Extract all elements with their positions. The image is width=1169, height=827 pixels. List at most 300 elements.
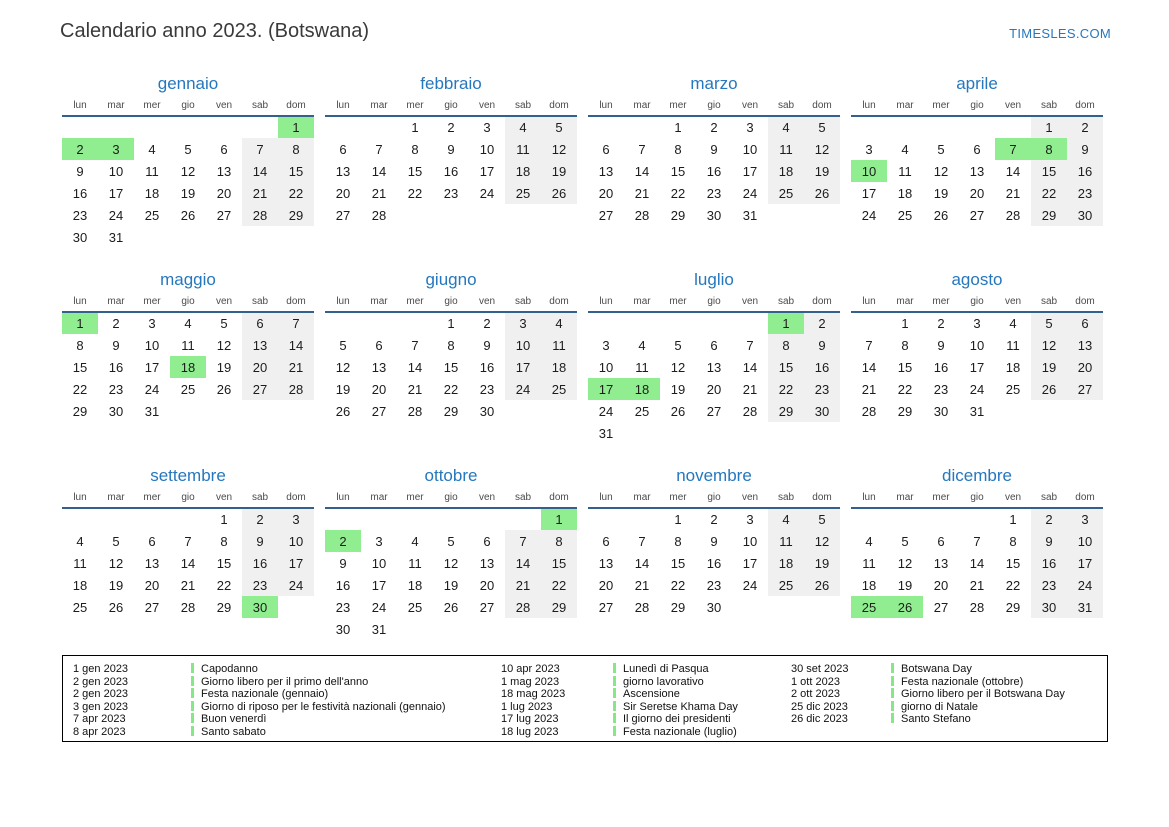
weekday-label: dom bbox=[812, 296, 832, 307]
day-cell bbox=[325, 508, 361, 530]
day-cell: 3 bbox=[148, 316, 156, 331]
day-cell: 9 bbox=[339, 555, 347, 571]
day-cell: 7 bbox=[995, 138, 1031, 160]
weekday-label: gio bbox=[970, 296, 984, 307]
legend-date: 7 apr 2023 bbox=[73, 713, 126, 726]
day-cell: 4 bbox=[411, 533, 419, 549]
weekday-label: dom bbox=[286, 100, 306, 111]
month-table bbox=[325, 100, 577, 226]
day-cell: 3 bbox=[98, 138, 134, 160]
legend-holiday-label: Botswana Day bbox=[901, 663, 972, 676]
day-cell: 14 bbox=[1005, 163, 1021, 179]
day-cell bbox=[995, 400, 1031, 422]
day-cell: 22 bbox=[1005, 577, 1021, 593]
day-cell bbox=[242, 400, 278, 422]
day-cell: 23 bbox=[706, 577, 722, 593]
day-cell: 31 bbox=[598, 425, 614, 441]
day-cell bbox=[541, 204, 577, 226]
legend-holiday-label: Festa nazionale (ottobre) bbox=[901, 675, 1024, 688]
day-cell: 15 bbox=[541, 552, 577, 574]
legend-holiday-label: Giorno di riposo per le festività nazionali (gennaio) bbox=[201, 700, 446, 713]
day-cell: 15 bbox=[72, 359, 88, 375]
legend-holiday-label: Lunedì di Pasqua bbox=[623, 663, 709, 676]
day-cell: 28 bbox=[969, 599, 985, 615]
day-cell: 4 bbox=[541, 312, 577, 334]
day-cell: 19 bbox=[335, 381, 351, 397]
day-cell: 22 bbox=[1031, 182, 1067, 204]
day-cell bbox=[851, 312, 887, 334]
day-cell: 30 bbox=[706, 599, 722, 615]
day-cell: 1 bbox=[541, 508, 577, 530]
day-cell: 6 bbox=[339, 141, 347, 157]
day-cell: 30 bbox=[1067, 204, 1103, 226]
day-cell: 14 bbox=[407, 359, 423, 375]
weekday-label: mer bbox=[932, 492, 950, 503]
legend-holiday-label: Festa nazionale (gennaio) bbox=[201, 688, 329, 701]
day-cell bbox=[325, 312, 361, 334]
weekday-label: dom bbox=[812, 492, 832, 503]
day-cell: 24 bbox=[1067, 574, 1103, 596]
day-cell: 16 bbox=[706, 555, 722, 571]
day-cell: 18 bbox=[505, 160, 541, 182]
day-cell: 25 bbox=[1005, 381, 1021, 397]
weekday-label: lun bbox=[599, 100, 613, 111]
day-cell: 1 bbox=[447, 316, 455, 331]
day-cell: 17 bbox=[505, 356, 541, 378]
day-cell: 21 bbox=[371, 185, 387, 201]
day-cell: 10 bbox=[969, 337, 985, 353]
weekday-label: gio bbox=[444, 296, 458, 307]
weekday-label: gio bbox=[970, 100, 984, 111]
day-cell bbox=[242, 116, 278, 138]
day-cell: 17 bbox=[588, 378, 624, 400]
day-cell: 22 bbox=[72, 381, 88, 397]
legend-date: 18 mag 2023 bbox=[501, 688, 566, 701]
day-cell: 1 bbox=[278, 116, 314, 138]
day-cell: 16 bbox=[1031, 552, 1067, 574]
day-cell: 3 bbox=[505, 312, 541, 334]
weekday-label: mar bbox=[107, 100, 125, 111]
day-cell bbox=[660, 422, 696, 444]
legend-holiday-name bbox=[891, 676, 1107, 688]
day-cell: 30 bbox=[242, 596, 278, 618]
day-cell: 21 bbox=[861, 381, 877, 397]
day-cell: 8 bbox=[220, 533, 228, 549]
month-title: aprile bbox=[956, 74, 998, 93]
day-cell: 6 bbox=[937, 533, 945, 549]
holiday-legend-grid bbox=[73, 663, 1107, 738]
day-cell: 3 bbox=[1067, 508, 1103, 530]
month-title: gennaio bbox=[157, 74, 219, 93]
day-cell: 2 bbox=[112, 316, 120, 331]
day-cell: 6 bbox=[483, 533, 491, 549]
legend-holiday-name bbox=[891, 688, 1107, 700]
day-cell: 29 bbox=[768, 400, 804, 422]
weekday-label: lun bbox=[862, 100, 876, 111]
day-cell: 22 bbox=[670, 577, 686, 593]
site-link[interactable]: TIMESLES.COM bbox=[1009, 26, 1111, 41]
day-cell: 24 bbox=[598, 403, 614, 419]
page-title: Calendario anno 2023. (Botswana) bbox=[60, 20, 370, 42]
month-table bbox=[325, 492, 577, 640]
day-cell: 13 bbox=[706, 359, 722, 375]
day-cell bbox=[768, 596, 804, 618]
weekday-label: ven bbox=[478, 296, 496, 307]
weekday-label: sab bbox=[251, 100, 269, 111]
month-table bbox=[62, 296, 314, 422]
day-cell: 26 bbox=[804, 182, 840, 204]
month-aprile bbox=[851, 74, 1103, 259]
day-cell: 2 bbox=[62, 138, 98, 160]
day-cell: 11 bbox=[181, 337, 195, 353]
day-cell: 27 bbox=[371, 403, 387, 419]
legend-date: 2 gen 2023 bbox=[73, 675, 129, 688]
legend-holiday-name bbox=[613, 726, 791, 738]
day-cell: 6 bbox=[710, 337, 718, 353]
legend-date: 1 ott 2023 bbox=[791, 675, 840, 688]
day-cell: 15 bbox=[407, 163, 423, 179]
weekday-label: mer bbox=[406, 100, 424, 111]
weekday-label: ven bbox=[1004, 492, 1022, 503]
day-cell: 29 bbox=[278, 204, 314, 226]
day-cell bbox=[768, 204, 804, 226]
legend-marker-icon bbox=[191, 676, 194, 686]
day-cell: 5 bbox=[1031, 312, 1067, 334]
day-cell bbox=[696, 312, 732, 334]
day-cell bbox=[469, 618, 505, 640]
day-cell: 8 bbox=[278, 138, 314, 160]
day-cell: 15 bbox=[443, 359, 459, 375]
day-cell: 27 bbox=[598, 599, 614, 615]
legend-holiday-label: Santo Stefano bbox=[901, 713, 971, 726]
legend-marker-icon bbox=[891, 663, 894, 673]
month-agosto bbox=[851, 270, 1103, 455]
day-cell: 17 bbox=[371, 577, 387, 593]
day-cell: 20 bbox=[598, 185, 614, 201]
day-cell: 13 bbox=[969, 163, 985, 179]
day-cell: 25 bbox=[72, 599, 88, 615]
legend-marker-icon bbox=[613, 688, 616, 698]
day-cell: 12 bbox=[443, 555, 459, 571]
day-cell: 2 bbox=[242, 508, 278, 530]
day-cell: 29 bbox=[897, 403, 913, 419]
day-cell: 3 bbox=[278, 508, 314, 530]
day-cell: 6 bbox=[220, 141, 228, 157]
day-cell: 12 bbox=[897, 555, 913, 571]
day-cell: 24 bbox=[861, 207, 877, 223]
day-cell: 8 bbox=[447, 337, 455, 353]
day-cell: 25 bbox=[768, 182, 804, 204]
day-cell: 8 bbox=[76, 337, 84, 353]
day-cell: 23 bbox=[933, 381, 949, 397]
day-cell bbox=[541, 400, 577, 422]
holiday-legend bbox=[62, 655, 1108, 742]
day-cell bbox=[505, 400, 541, 422]
day-cell: 5 bbox=[541, 116, 577, 138]
weekday-label: mar bbox=[370, 296, 388, 307]
day-cell: 28 bbox=[505, 596, 541, 618]
day-cell: 11 bbox=[768, 530, 804, 552]
legend-holiday-label: Buon venerdì bbox=[201, 713, 267, 726]
day-cell bbox=[505, 618, 541, 640]
legend-holiday-name bbox=[191, 676, 501, 688]
day-cell: 3 bbox=[746, 120, 754, 135]
month-title: settembre bbox=[150, 466, 226, 485]
day-cell bbox=[732, 312, 768, 334]
weekday-label: dom bbox=[1075, 492, 1095, 503]
day-cell: 7 bbox=[638, 141, 646, 157]
day-cell: 5 bbox=[184, 141, 192, 157]
weekday-label: lun bbox=[862, 492, 876, 503]
legend-holiday-name bbox=[191, 688, 501, 700]
month-title: febbraio bbox=[420, 74, 482, 93]
day-cell: 20 bbox=[335, 185, 351, 201]
legend-date: 26 dic 2023 bbox=[791, 713, 848, 726]
day-cell bbox=[732, 422, 768, 444]
day-cell: 10 bbox=[851, 160, 887, 182]
day-cell: 19 bbox=[897, 577, 913, 593]
day-cell: 31 bbox=[1067, 596, 1103, 618]
day-cell: 24 bbox=[742, 185, 758, 201]
day-cell: 19 bbox=[933, 185, 949, 201]
day-cell: 30 bbox=[933, 403, 949, 419]
month-table bbox=[588, 492, 840, 618]
month-title: dicembre bbox=[942, 466, 1012, 485]
day-cell: 16 bbox=[335, 577, 351, 593]
weekday-label: lun bbox=[336, 100, 350, 111]
day-cell: 8 bbox=[411, 141, 419, 157]
day-cell: 25 bbox=[634, 403, 650, 419]
day-cell: 11 bbox=[145, 163, 159, 179]
day-cell: 4 bbox=[505, 116, 541, 138]
month-febbraio bbox=[325, 74, 577, 259]
legend-marker-icon bbox=[191, 713, 194, 723]
day-cell: 4 bbox=[768, 508, 804, 530]
weekday-label: dom bbox=[286, 296, 306, 307]
day-cell: 24 bbox=[144, 381, 160, 397]
day-cell: 18 bbox=[144, 185, 160, 201]
day-cell: 18 bbox=[624, 378, 660, 400]
weekday-label: ven bbox=[215, 296, 233, 307]
day-cell: 27 bbox=[216, 207, 232, 223]
day-cell bbox=[433, 618, 469, 640]
day-cell: 28 bbox=[1005, 207, 1021, 223]
day-cell: 17 bbox=[969, 359, 985, 375]
day-cell bbox=[887, 508, 923, 530]
weekday-label: sab bbox=[1040, 100, 1058, 111]
day-cell: 31 bbox=[144, 403, 160, 419]
weekday-label: dom bbox=[812, 100, 832, 111]
day-cell: 17 bbox=[1067, 552, 1103, 574]
day-cell bbox=[433, 508, 469, 530]
day-cell: 19 bbox=[541, 160, 577, 182]
day-cell: 29 bbox=[216, 599, 232, 615]
weekday-label: lun bbox=[599, 296, 613, 307]
day-cell: 3 bbox=[973, 316, 981, 331]
day-cell: 10 bbox=[144, 337, 160, 353]
day-cell: 26 bbox=[180, 207, 196, 223]
day-cell: 19 bbox=[108, 577, 124, 593]
day-cell: 22 bbox=[541, 574, 577, 596]
day-cell: 22 bbox=[278, 182, 314, 204]
legend-holiday-label: Ascensione bbox=[623, 688, 680, 701]
day-cell: 7 bbox=[638, 533, 646, 549]
month-settembre bbox=[62, 466, 314, 651]
day-cell: 27 bbox=[1067, 378, 1103, 400]
day-cell: 21 bbox=[407, 381, 423, 397]
day-cell: 29 bbox=[443, 403, 459, 419]
day-cell: 14 bbox=[634, 555, 650, 571]
day-cell: 22 bbox=[670, 185, 686, 201]
day-cell: 9 bbox=[804, 334, 840, 356]
day-cell: 1 bbox=[411, 120, 419, 135]
day-cell: 13 bbox=[242, 334, 278, 356]
day-cell: 17 bbox=[278, 552, 314, 574]
day-cell: 3 bbox=[746, 512, 754, 527]
day-cell: 8 bbox=[1031, 138, 1067, 160]
day-cell bbox=[469, 508, 505, 530]
day-cell: 10 bbox=[598, 359, 614, 375]
weekday-label: sab bbox=[777, 100, 795, 111]
day-cell: 29 bbox=[1005, 599, 1021, 615]
day-cell: 17 bbox=[479, 163, 495, 179]
day-cell: 14 bbox=[742, 359, 758, 375]
day-cell: 21 bbox=[969, 577, 985, 593]
day-cell: 17 bbox=[742, 163, 758, 179]
day-cell bbox=[206, 400, 242, 422]
legend-holiday-label: Sir Seretse Khama Day bbox=[623, 700, 738, 713]
day-cell: 7 bbox=[278, 312, 314, 334]
day-cell: 16 bbox=[479, 359, 495, 375]
day-cell: 4 bbox=[184, 316, 192, 331]
day-cell: 21 bbox=[1005, 185, 1021, 201]
day-cell: 10 bbox=[1067, 530, 1103, 552]
day-cell: 1 bbox=[674, 512, 682, 527]
legend-holiday-label: Festa nazionale (luglio) bbox=[623, 725, 737, 738]
day-cell: 9 bbox=[937, 337, 945, 353]
day-cell: 20 bbox=[598, 577, 614, 593]
day-cell: 15 bbox=[216, 555, 232, 571]
day-cell bbox=[134, 116, 170, 138]
weekday-label: sab bbox=[1040, 492, 1058, 503]
day-cell bbox=[433, 204, 469, 226]
day-cell: 23 bbox=[804, 378, 840, 400]
day-cell: 24 bbox=[505, 378, 541, 400]
day-cell: 28 bbox=[407, 403, 423, 419]
day-cell: 15 bbox=[670, 555, 686, 571]
day-cell: 2 bbox=[804, 312, 840, 334]
legend-date: 1 lug 2023 bbox=[501, 700, 553, 713]
day-cell: 19 bbox=[216, 359, 232, 375]
day-cell: 13 bbox=[335, 163, 351, 179]
legend-date: 1 mag 2023 bbox=[501, 675, 560, 688]
day-cell: 16 bbox=[242, 552, 278, 574]
day-cell: 4 bbox=[76, 533, 84, 549]
day-cell bbox=[134, 508, 170, 530]
day-cell bbox=[1031, 400, 1067, 422]
day-cell: 29 bbox=[1031, 204, 1067, 226]
day-cell: 4 bbox=[768, 116, 804, 138]
day-cell: 31 bbox=[969, 403, 985, 419]
weekday-label: ven bbox=[1004, 100, 1022, 111]
day-cell: 28 bbox=[371, 207, 387, 223]
day-cell: 23 bbox=[706, 185, 722, 201]
day-cell: 1 bbox=[1009, 512, 1017, 527]
day-cell: 28 bbox=[242, 204, 278, 226]
day-cell bbox=[923, 116, 959, 138]
month-table bbox=[588, 100, 840, 226]
weekday-label: lun bbox=[862, 296, 876, 307]
day-cell: 27 bbox=[969, 207, 985, 223]
day-cell: 11 bbox=[1006, 337, 1020, 353]
month-marzo bbox=[588, 74, 840, 259]
day-cell: 28 bbox=[278, 378, 314, 400]
weekday-label: mer bbox=[932, 100, 950, 111]
legend-holiday-name bbox=[891, 663, 1107, 675]
day-cell: 29 bbox=[72, 403, 88, 419]
day-cell: 18 bbox=[407, 577, 423, 593]
day-cell: 7 bbox=[242, 138, 278, 160]
day-cell: 26 bbox=[335, 403, 351, 419]
weekday-label: sab bbox=[514, 100, 532, 111]
legend-marker-icon bbox=[613, 663, 616, 673]
day-cell: 12 bbox=[804, 138, 840, 160]
weekday-label: mer bbox=[406, 296, 424, 307]
day-cell: 11 bbox=[768, 138, 804, 160]
day-cell: 5 bbox=[937, 141, 945, 157]
day-cell: 8 bbox=[1009, 533, 1017, 549]
day-cell: 1 bbox=[220, 512, 228, 527]
legend-holiday-label: Giorno libero per il primo dell'anno bbox=[201, 675, 369, 688]
day-cell: 23 bbox=[242, 574, 278, 596]
day-cell: 25 bbox=[541, 378, 577, 400]
day-cell: 22 bbox=[897, 381, 913, 397]
legend-date: 30 set 2023 bbox=[791, 663, 849, 676]
day-cell: 27 bbox=[706, 403, 722, 419]
day-cell: 14 bbox=[861, 359, 877, 375]
month-table bbox=[588, 296, 840, 444]
weekday-label: ven bbox=[741, 100, 759, 111]
day-cell bbox=[505, 508, 541, 530]
day-cell: 24 bbox=[371, 599, 387, 615]
weekday-label: mer bbox=[669, 100, 687, 111]
day-cell: 15 bbox=[278, 160, 314, 182]
legend-date: 10 apr 2023 bbox=[501, 663, 560, 676]
day-cell bbox=[995, 116, 1031, 138]
day-cell: 25 bbox=[144, 207, 160, 223]
day-cell: 27 bbox=[479, 599, 495, 615]
day-cell bbox=[361, 508, 397, 530]
weekday-label: gio bbox=[707, 492, 721, 503]
months-grid bbox=[62, 74, 1103, 651]
month-table bbox=[851, 296, 1103, 422]
day-cell: 2 bbox=[937, 316, 945, 331]
day-cell: 7 bbox=[505, 530, 541, 552]
weekday-label: mar bbox=[633, 492, 651, 503]
day-cell: 11 bbox=[635, 359, 649, 375]
day-cell: 28 bbox=[634, 207, 650, 223]
day-cell: 1 bbox=[768, 312, 804, 334]
legend-marker-icon bbox=[891, 688, 894, 698]
day-cell: 9 bbox=[1031, 530, 1067, 552]
day-cell: 5 bbox=[112, 533, 120, 549]
day-cell: 28 bbox=[861, 403, 877, 419]
day-cell: 28 bbox=[180, 599, 196, 615]
weekday-label: mer bbox=[143, 100, 161, 111]
day-cell: 30 bbox=[72, 229, 88, 245]
day-cell: 3 bbox=[865, 141, 873, 157]
day-cell: 31 bbox=[742, 207, 758, 223]
